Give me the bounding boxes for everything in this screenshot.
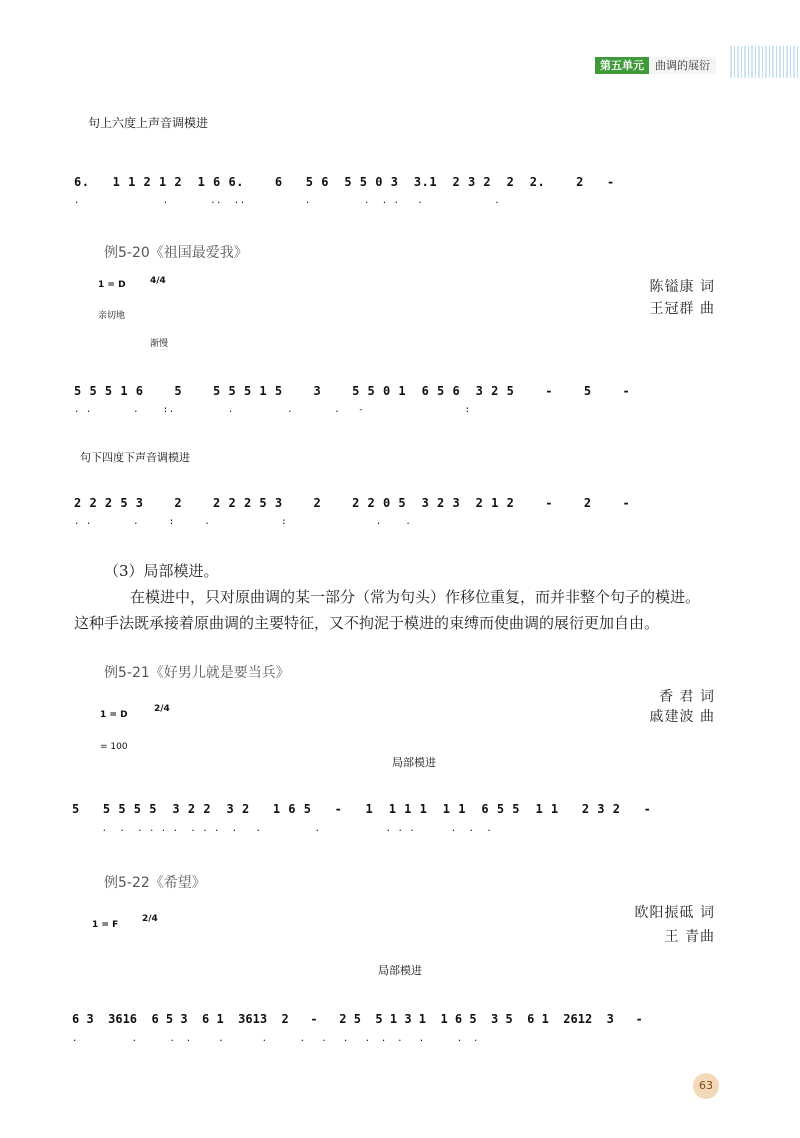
tempo-marking: = 100 <box>100 742 128 752</box>
key-signature: 1 = D <box>98 280 126 290</box>
section-heading: （3）局部模进。 <box>104 562 219 580</box>
composer-credit: 戚建波 曲 <box>649 709 715 725</box>
expression-marking: 渐慢 <box>150 339 169 349</box>
score-annotation: 句上六度上声音调模进 <box>88 116 209 130</box>
numbered-score-line: 6. 1 1 2 1 2 1 6 6. 6 5 6 5 5 0 3 3.1 2 3 2 2 2. 2 - <box>74 175 615 189</box>
key-signature: 1 = D <box>100 710 128 720</box>
lyricist-credit: 香 君 词 <box>659 689 715 705</box>
example-label: 例5-22《希望》 <box>104 875 206 891</box>
octave-dots-line: . . . :. . . . - : <box>74 405 471 415</box>
numbered-score-line: 5 5 5 1 6 5 5 5 5 1 5 3 5 5 0 1 6 5 6 3 2 5 - 5 - <box>74 384 631 398</box>
octave-dots-line: . . . . . . . . . . . . . . . . . . <box>72 824 493 834</box>
time-signature: 2/4 <box>142 914 158 924</box>
score-annotation: 句下四度下声音调模进 <box>80 451 190 464</box>
lyricist-credit: 陈镒康 词 <box>649 279 715 295</box>
body-paragraph: 这种手法既承接着原曲调的主要特征，又不拘泥于模进的束缚而使曲调的展衍更加自由。 <box>74 614 660 632</box>
header-decoration <box>730 46 800 78</box>
example-label: 例5-20《祖国最爱我》 <box>104 245 248 261</box>
chapter-header <box>595 57 716 74</box>
time-signature: 4/4 <box>150 276 166 286</box>
key-signature: 1 = F <box>92 920 119 930</box>
tempo-marking: 亲切地 <box>98 311 126 321</box>
numbered-score-line: 2 2 2 5 3 2 2 2 2 5 3 2 2 2 0 5 3 2 3 2 1 2 - 2 - <box>74 496 631 510</box>
unit-label: 第五单元 <box>595 57 649 74</box>
numbered-score-line: 6 3 3616 6 5 3 6 1 3613 2 - 2 5 5 1 3 1 1 6 5 3 5 6 1 2612 3 - <box>72 1012 643 1026</box>
score-annotation: 局部模进 <box>392 756 436 769</box>
composer-credit: 王 青曲 <box>664 929 715 945</box>
score-annotation: 局部模进 <box>378 964 422 977</box>
body-paragraph: 在模进中，只对原曲调的某一部分（常为句头）作移位重复，而并非整个句子的模进。 <box>130 588 701 606</box>
page-number: 63 <box>693 1073 719 1099</box>
octave-dots-line: . . . . . . . . . . . . . . . <box>72 1034 479 1044</box>
example-label: 例5-21《好男儿就是要当兵》 <box>104 665 290 681</box>
octave-dots-line: . . .. .. . . . . . . <box>74 196 501 206</box>
chapter-title: 曲调的展衍 <box>649 57 716 74</box>
lyricist-credit: 欧阳振砥 词 <box>634 905 715 921</box>
octave-dots-line: . . . : . : . . <box>74 517 412 527</box>
numbered-score-line: 5 5 5 5 5 3 2 2 3 2 1 6 5 - 1 1 1 1 1 1 6 5 5 1 1 2 3 2 - <box>72 802 652 816</box>
composer-credit: 王冠群 曲 <box>649 301 715 317</box>
time-signature: 2/4 <box>154 704 170 714</box>
